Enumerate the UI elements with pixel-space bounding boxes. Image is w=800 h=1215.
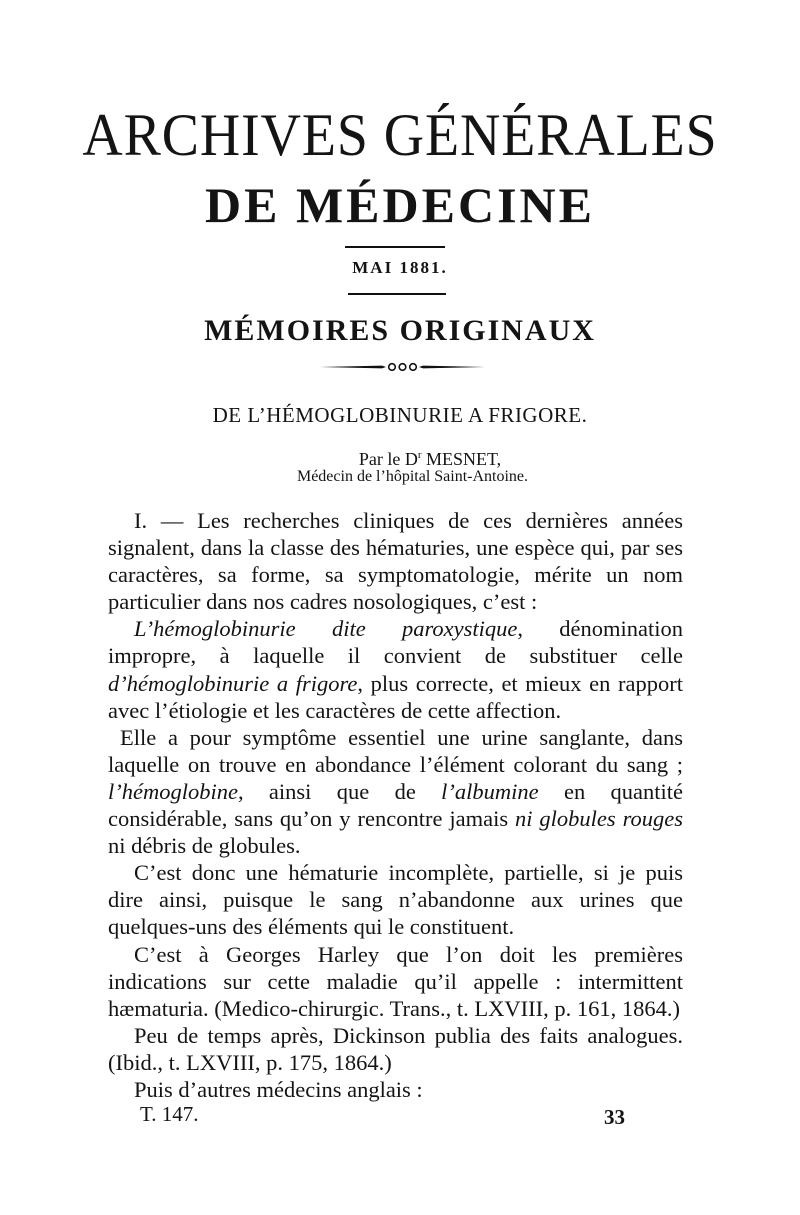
text-run: , dénomination impropre, à laquelle il convient de substituer celle	[108, 616, 683, 669]
text-run: , plus correcte, et mieux en rapport avec l’étiologie et les caractères de cette affection.	[108, 670, 683, 723]
volume-number: T. 147.	[140, 1102, 199, 1126]
ornament-divider	[320, 361, 485, 373]
section-title: MÉMOIRES ORIGINAUX	[204, 314, 596, 347]
text-run: en quantité considérable, sans qu’on y rencontre jamais	[108, 778, 683, 832]
author-role: Médecin de l’hôpital Saint-Antoine.	[296, 468, 529, 485]
italic-term: ni globules rouges	[515, 806, 683, 832]
page-number: 33	[604, 1105, 625, 1129]
text-run: , ainsi que de	[237, 778, 442, 804]
article-title: DE L’HÉMOGLOBINURIE A FRIGORE.	[212, 403, 588, 427]
italic-term: l’albumine	[441, 778, 539, 804]
paragraph	[108, 724, 683, 859]
author-title-sup: r	[417, 449, 422, 461]
paragraph: Peu de temps après, Dickinson publia des faits analogues. (Ibid., t. LXVIII, p. 175, 1864.)	[108, 1022, 683, 1075]
divider-rule	[348, 293, 446, 295]
issue-date: MAI 1881.	[352, 258, 448, 277]
article-body	[108, 507, 683, 1103]
italic-term: l’hémoglobine	[108, 778, 238, 804]
paragraph	[108, 615, 683, 723]
paragraph: C’est donc une hématurie incomplète, partielle, si je puis dire ainsi, puisque le sang n’abandonne aux urines que quelques-uns des éléments qui le constituent.	[108, 860, 683, 940]
divider-rule	[345, 246, 445, 248]
journal-subtitle: DE MÉDECINE	[205, 177, 595, 233]
italic-term: L’hémoglobinurie dite paroxystique	[134, 616, 518, 642]
text-run: Elle a pour symptôme essentiel une urine sanglante, dans laquelle on trouve en abondance l’élément colorant du sang ;	[108, 724, 683, 777]
journal-title: ARCHIVES GÉNÉRALES	[82, 102, 718, 168]
author-prefix: Par le D	[358, 449, 418, 469]
paragraph: C’est à Georges Harley que l’on doit les premières indications sur cette maladie qu’il appelle : intermittent hæmaturia. (Medico-chirurgic. Trans., t. LXVIII, p. 161, 1864.)	[108, 941, 683, 1021]
paragraph: Puis d’autres médecins anglais :	[134, 1076, 423, 1102]
italic-term: d’hémoglobinurie a frigore	[108, 670, 358, 696]
author-name: MESNET,	[421, 449, 502, 469]
text-run: ni débris de globules.	[108, 833, 301, 859]
paragraph: I. — Les recherches cliniques de ces dernières années signalent, dans la classe des hématuries, une espèce qui, par ses caractères, sa forme, sa symptomatologie, mérite un nom particulier dans nos cadres nosologiques, c’est :	[108, 508, 683, 615]
